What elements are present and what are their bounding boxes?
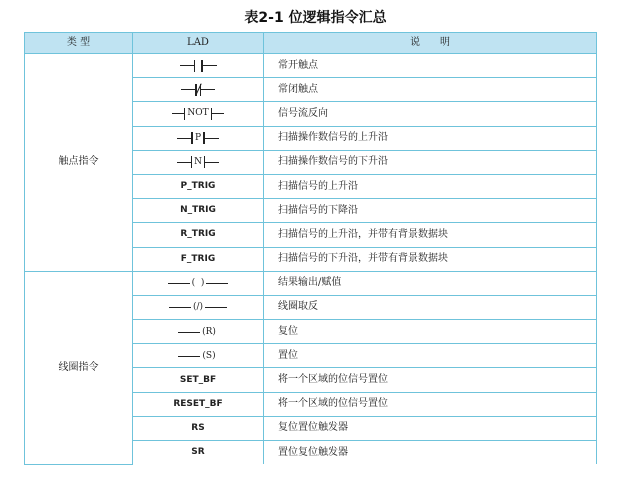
positive-edge-contact-icon [177,131,218,145]
lad-cell: R_TRIG [133,223,264,247]
header-row [25,33,597,54]
row-description: 结果输出/赋值 [264,271,597,295]
row-description: 扫描操作数信号的上升沿 [264,126,597,150]
lad-set-coil [133,344,264,368]
table-row [25,271,597,295]
row-description: 将一个区域的位信号置位 [264,392,597,416]
bit-logic-instruction-table [24,32,597,465]
lad-cell: SET_BF [133,368,264,392]
header-description: 说 明 [264,33,597,54]
lad-n-contact [133,150,264,174]
row-description: 复位置位触发器 [264,416,597,440]
row-description: 信号流反向 [264,102,597,126]
lad-negated-coil [133,295,264,319]
row-description: 扫描操作数信号的下升沿 [264,150,597,174]
row-description: 置位 [264,344,597,368]
lad-not-contact [133,102,264,126]
group-contact-instructions: 触点指令 [25,54,133,272]
lad-cell: P_TRIG [133,174,264,198]
lad-reset-coil [133,320,264,344]
table-row [25,54,597,78]
not-contact-icon [172,107,224,121]
normally-open-contact-icon [180,59,217,73]
not-label: NOT [187,108,209,119]
row-description: 将一个区域的位信号置位 [264,368,597,392]
lad-cell: RESET_BF [133,392,264,416]
row-description: 线圈取反 [264,295,597,319]
row-description: 复位 [264,320,597,344]
lad-normally-closed-contact [133,78,264,102]
header-lad: LAD [133,33,264,54]
negative-edge-contact-icon [177,155,220,169]
reset-coil-icon: (R) [178,328,218,337]
row-description: 置位复位触发器 [264,441,597,465]
row-description: 扫描信号的下升沿，并带有背景数据块 [264,247,597,271]
row-description: 常开触点 [264,54,597,78]
table-title: 表2-1 位逻辑指令汇总 [244,10,387,26]
row-description: 扫描信号的上升沿 [264,174,597,198]
set-coil-icon: (S) [178,352,217,361]
row-description: 扫描信号的下降沿 [264,199,597,223]
lad-output-coil [133,271,264,295]
output-coil-icon: ( ) [168,279,229,288]
lad-cell: RS [133,416,264,440]
lad-cell: N_TRIG [133,199,264,223]
header-type: 类 型 [25,33,133,54]
row-description: 常闭触点 [264,78,597,102]
negated-coil-icon: (/) [169,303,227,312]
row-description: 扫描信号的上升沿，并带有背景数据块 [264,223,597,247]
group-coil-instructions: 线圈指令 [25,271,133,464]
lad-cell: F_TRIG [133,247,264,271]
p-label: P [194,132,202,143]
lad-normally-open-contact [133,54,264,78]
lad-p-contact [133,126,264,150]
n-label: N [194,156,202,167]
normally-closed-contact-icon [181,83,215,97]
lad-cell: SR [133,441,264,465]
